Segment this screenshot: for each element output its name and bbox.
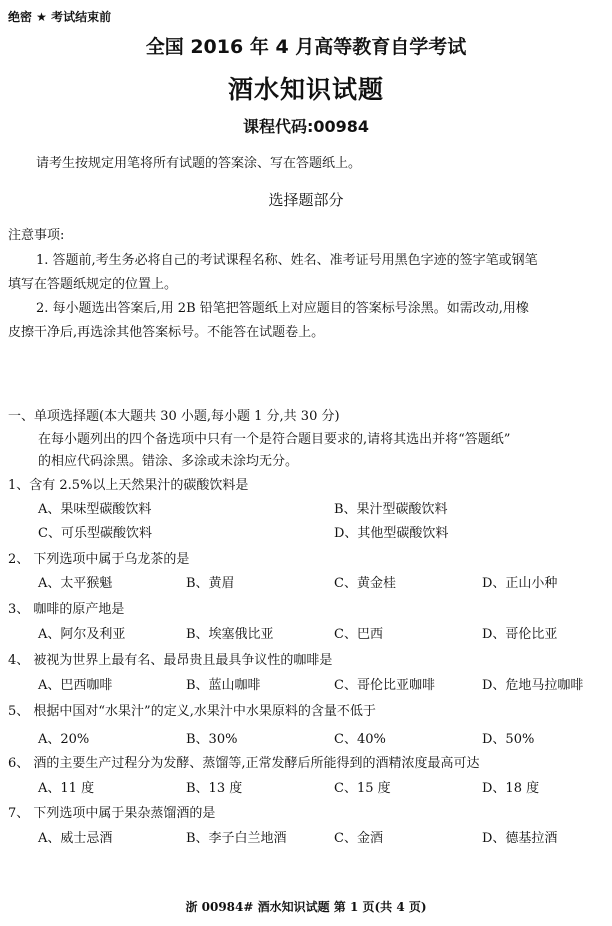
question-stem: 6、 酒的主要生产过程分为发酵、蒸馏等,正常发酵后所能得到的酒精浓度最高可达 [8, 756, 480, 771]
question-option: A、20% [38, 732, 90, 747]
notes-title: 注意事项: [8, 228, 65, 243]
note-line: 填写在答题纸规定的位置上。 [8, 277, 178, 292]
question-option: D、哥伦比亚 [482, 627, 558, 642]
question-option: B、李子白兰地酒 [186, 831, 287, 846]
question-option: B、黄眉 [186, 576, 235, 591]
question-option: A、阿尔及利亚 [38, 627, 126, 642]
answer-instruction: 请考生按规定用笔将所有试题的答案涂、写在答题纸上。 [36, 156, 362, 171]
exam-title: 全国 2016 年 4 月高等教育自学考试 [145, 36, 467, 58]
confidential-mark: 绝密 ★ 考试结束前 [8, 10, 112, 24]
question-option: B、果汁型碳酸饮料 [334, 502, 448, 517]
question-stem: 2、 下列选项中属于乌龙茶的是 [8, 552, 190, 567]
part-heading: 一、单项选择题(本大题共 30 小题,每小题 1 分,共 30 分) [8, 409, 340, 424]
question-option: A、太平猴魁 [38, 576, 113, 591]
question-option: C、可乐型碳酸饮料 [38, 526, 152, 541]
part-description: 在每小题列出的四个备选项中只有一个是符合题目要求的,请将其选出并将“答题纸” [38, 432, 511, 447]
course-code: 课程代码:00984 [242, 117, 370, 136]
question-option: C、巴西 [334, 627, 383, 642]
question-option: C、金酒 [334, 831, 383, 846]
question-option: C、哥伦比亚咖啡 [334, 678, 435, 693]
question-option: C、40% [334, 732, 386, 747]
note-line: 1. 答题前,考生务必将自己的考试课程名称、姓名、准考证号用黑色字迹的签字笔或钢笔 [36, 253, 538, 268]
question-option: B、13 度 [186, 781, 243, 796]
question-stem: 1、含有 2.5%以上天然果汁的碳酸饮料是 [8, 478, 249, 493]
question-option: A、巴西咖啡 [38, 678, 113, 693]
page-footer: 浙 00984# 酒水知识试题 第 1 页(共 4 页) [185, 900, 427, 914]
question-option: B、蓝山咖啡 [186, 678, 261, 693]
question-stem: 5、 根据中国对“水果汁”的定义,水果汁中水果原料的含量不低于 [8, 704, 376, 719]
question-option: C、15 度 [334, 781, 391, 796]
question-stem: 3、 咖啡的原产地是 [8, 602, 125, 617]
question-option: D、正山小种 [482, 576, 558, 591]
question-option: D、其他型碳酸饮料 [334, 526, 449, 541]
note-line: 2. 每小题选出答案后,用 2B 铅笔把答题纸上对应题目的答案标号涂黑。如需改动,用橡 [36, 301, 529, 316]
question-option: A、11 度 [38, 781, 95, 796]
question-option: B、30% [186, 732, 238, 747]
question-option: A、果味型碳酸饮料 [38, 502, 152, 517]
question-option: C、黄金桂 [334, 576, 396, 591]
question-option: D、18 度 [482, 781, 540, 796]
subject-title: 酒水知识试题 [227, 75, 384, 104]
question-stem: 4、 被视为世界上最有名、最昂贵且最具争议性的咖啡是 [8, 653, 333, 668]
note-line: 皮擦干净后,再选涂其他答案标号。不能答在试题卷上。 [8, 325, 325, 340]
question-stem: 7、 下列选项中属于果杂蒸馏酒的是 [8, 806, 216, 821]
question-option: D、50% [482, 732, 535, 747]
question-option: A、威士忌酒 [38, 831, 113, 846]
section-heading: 选择题部分 [268, 191, 344, 209]
question-option: D、德基拉酒 [482, 831, 558, 846]
question-option: D、危地马拉咖啡 [482, 678, 584, 693]
part-description: 的相应代码涂黑。错涂、多涂或未涂均无分。 [38, 454, 299, 469]
question-option: B、埃塞俄比亚 [186, 627, 274, 642]
